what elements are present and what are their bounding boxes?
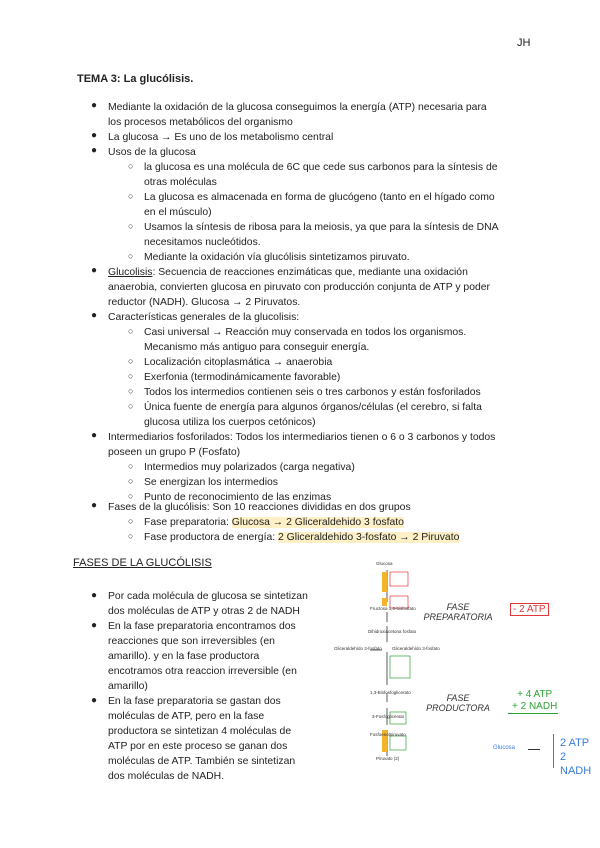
node-dhap: Dihidroxiacetona fosfato xyxy=(368,629,417,634)
bullet-dot-icon: ● xyxy=(91,145,98,156)
bullet-dot-icon: ● xyxy=(91,620,98,631)
list-item: dos moléculas de ATP y otras 2 de NADH xyxy=(108,606,300,617)
list-item: anaerobia, convierten glucosa en piruvato con producción conjunta de ATP y poder xyxy=(108,282,491,293)
summary-bracket xyxy=(553,734,554,768)
node-f16bp: Fructosa 1,6-bisfosfato xyxy=(370,606,416,611)
list-item: poseen un grupo P (Fosfato) xyxy=(108,447,241,458)
sub-bullet-icon: ○ xyxy=(128,356,134,366)
bullet-dot-icon: ● xyxy=(91,130,98,141)
list-item: necesitamos nucleótidos. xyxy=(144,237,261,248)
list-item: Localización citoplasmática → anaerobia xyxy=(144,357,333,368)
sub-bullet-icon: ○ xyxy=(128,461,134,471)
section-heading: FASES DE LA GLUCÓLISIS xyxy=(73,557,212,569)
phase-prod-label: Fase productora de energía: xyxy=(144,532,279,543)
list-item: La glucosa → Es uno de los metabolismo central xyxy=(108,132,334,143)
sub-bullet-icon: ○ xyxy=(128,531,134,541)
list-item: Usos de la glucosa xyxy=(108,147,196,158)
sub-bullet-icon: ○ xyxy=(128,221,134,231)
list-item xyxy=(144,530,459,545)
list-item: Características generales de la glucolisis: xyxy=(108,312,300,323)
bullet-dot-icon: ● xyxy=(91,265,98,276)
list-item: dos moléculas de NADH. xyxy=(108,771,225,782)
list-item xyxy=(108,265,468,280)
sub-bullet-icon: ○ xyxy=(128,161,134,171)
list-item: Todos los intermedios contienen seis o tres carbonos y están fosforilados xyxy=(144,387,481,398)
list-item: Mediante la oxidación de la glucosa conseguimos la energía (ATP) necesaria para xyxy=(108,102,487,113)
bullet-dot-icon: ● xyxy=(91,500,98,511)
bullet-dot-icon: ● xyxy=(91,430,98,441)
list-item: Por cada molécula de glucosa se sintetizan xyxy=(108,591,308,602)
sub-bullet-icon: ○ xyxy=(128,476,134,486)
list-item: amarillo) xyxy=(108,681,148,692)
node-13bpg: 1,3-Bisfosfoglicerato xyxy=(370,690,411,695)
list-item: en el músculo) xyxy=(144,207,212,218)
list-item: amarillo). y en la fase productora xyxy=(108,651,260,662)
bullet-dot-icon: ● xyxy=(91,100,98,111)
fase-preparatoria-label: FASE PREPARATORIA xyxy=(423,602,493,622)
list-item: Usamos la síntesis de ribosa para la meiosis, ya que para la síntesis de DNA xyxy=(144,222,499,233)
phase-prod-highlight: 2 Gliceraldehido 3-fosfato → 2 Piruvato xyxy=(278,532,460,543)
list-item: Fases de la glucólisis: Son 10 reacciones divididas en dos grupos xyxy=(108,502,411,513)
arrow-icon xyxy=(528,749,540,750)
list-item: moléculas de ATP. También se sintetizan xyxy=(108,756,296,767)
sub-bullet-icon: ○ xyxy=(128,386,134,396)
node-3pg: 3-Fosfoglicerato xyxy=(372,714,405,719)
sub-bullet-icon: ○ xyxy=(128,401,134,411)
sub-bullet-icon: ○ xyxy=(128,371,134,381)
list-item: otras moléculas xyxy=(144,177,217,188)
sub-bullet-icon: ○ xyxy=(128,326,134,336)
sub-bullet-icon: ○ xyxy=(128,191,134,201)
glucolisis-term: Glucolisis xyxy=(108,267,153,278)
list-item: Punto de reconocimiento de las enzimas xyxy=(144,492,332,503)
list-item: reacciones que son irreversibles (en xyxy=(108,636,275,647)
list-item: ATP por en este proceso se ganan dos xyxy=(108,741,288,752)
glucolisis-definition: : Secuencia de reacciones enzimáticas que, mediante una oxidación xyxy=(152,267,468,278)
node-g3p-left: Gliceraldehído 3-fosfato xyxy=(334,646,382,651)
list-item: En la fase preparatoria se gastan dos xyxy=(108,696,281,707)
phase-prep-highlight: Glucosa → 2 Gliceraldehido 3 fosfato xyxy=(231,517,404,528)
list-item: Única fuente de energía para algunos órganos/células (el cerebro, si falta xyxy=(144,402,482,413)
list-item: Mecanismo más antiguo para conseguir energía. xyxy=(144,342,370,353)
phase-prep-label: Fase preparatoria: xyxy=(144,517,232,528)
gain-underline xyxy=(508,713,558,714)
list-item: la glucosa es una molécula de 6C que cede sus carbonos para la síntesis de xyxy=(144,162,498,173)
bullet-dot-icon: ● xyxy=(91,590,98,601)
bullet-dot-icon: ● xyxy=(91,695,98,706)
list-item xyxy=(144,515,404,530)
node-pyruvate: Piruvato (2) xyxy=(376,756,400,761)
list-item: Intermediarios fosforilados: Todos los intermediarios tienen o 6 o 3 carbonos y todos xyxy=(108,432,496,443)
net-yield: 2 ATP 2 NADH xyxy=(560,737,592,777)
sub-bullet-icon: ○ xyxy=(128,516,134,526)
author-initials: JH xyxy=(517,37,531,49)
pathway-arrows xyxy=(330,560,430,780)
list-item: Mediante la oxidación vía glucólisis sintetizamos piruvato. xyxy=(144,252,410,263)
list-item: glucosa utiliza los cuerpos cetónicos) xyxy=(144,417,316,428)
list-item: los procesos metabólicos del organismo xyxy=(108,117,293,128)
node-g3p-right: Gliceraldehído 3-fosfato xyxy=(392,646,440,651)
sub-bullet-icon: ○ xyxy=(128,251,134,261)
list-item: reductor (NADH). Glucosa → 2 Piruvatos. xyxy=(108,297,301,308)
list-item: Se energizan los intermedios xyxy=(144,477,278,488)
fase-productora-label: FASE PRODUCTORA xyxy=(426,693,490,713)
list-item: encotramos otra reaccion irreversible (en xyxy=(108,666,297,677)
list-item: productora se sintetizan 4 moléculas de xyxy=(108,726,292,737)
list-item: moléculas de ATP, pero en la fase xyxy=(108,711,265,722)
list-item: En la fase preparatoria encontramos dos xyxy=(108,621,296,632)
page-title: TEMA 3: La glucólisis. xyxy=(77,73,194,85)
bullet-dot-icon: ● xyxy=(91,310,98,321)
production-gain: + 4 ATP + 2 NADH xyxy=(512,689,558,712)
list-item: Intermedios muy polarizados (carga negativa) xyxy=(144,462,355,473)
node-glucose: Glucosa xyxy=(376,561,393,566)
sub-bullet-icon: ○ xyxy=(128,491,134,501)
list-item: Casi universal → Reacción muy conservada en todos los organismos. xyxy=(144,327,467,338)
list-item: La glucosa es almacenada en forma de glucógeno (tanto en el hígado como xyxy=(144,192,495,203)
list-item: Exerfonia (termodinámicamente favorable) xyxy=(144,372,341,383)
node-pep: Fosfoenolpiruvato xyxy=(370,732,406,737)
minus-atp-box: - 2 ATP xyxy=(510,603,549,616)
glucose-summary-label: Glucosa xyxy=(493,745,516,751)
